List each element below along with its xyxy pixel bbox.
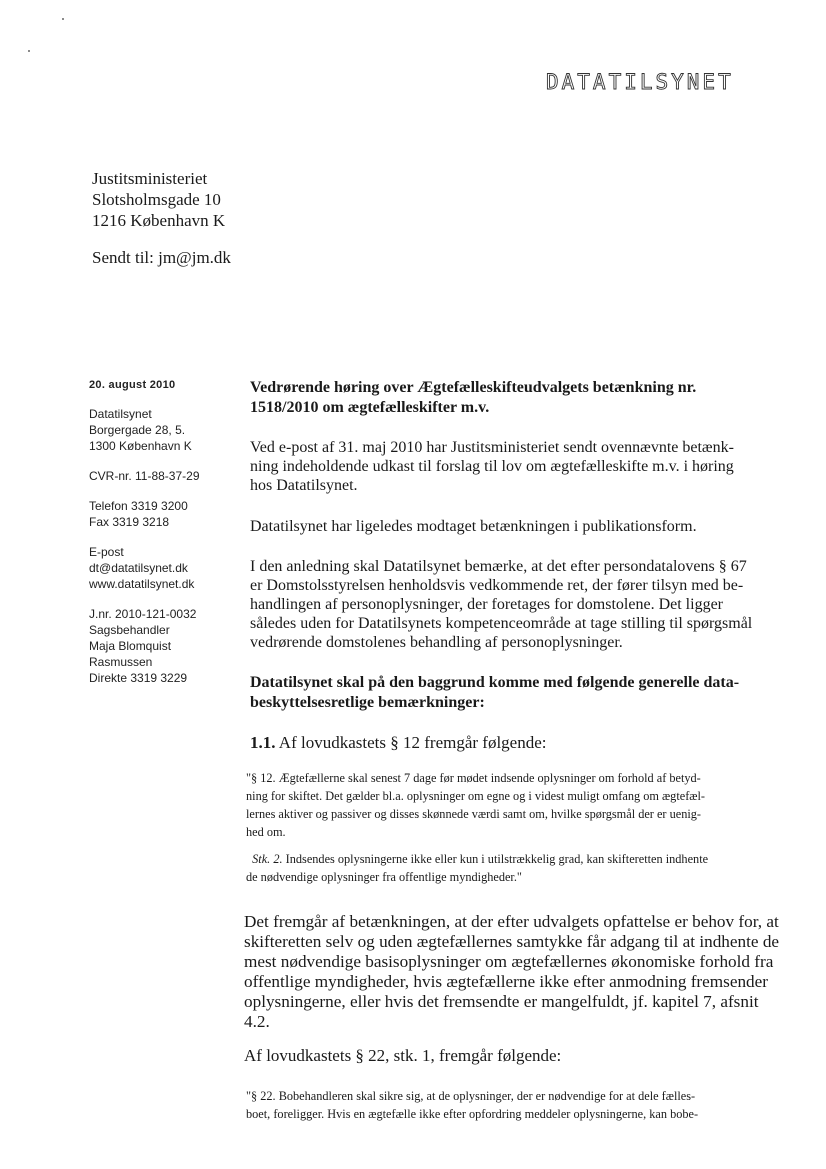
text-line: Datatilsynet skal på den baggrund komme med følgende generelle data-	[250, 674, 740, 691]
text-line: offentlige myndigheder, hvis ægtefællerne ikke efter anmodning fremsender	[244, 972, 769, 991]
text-line: er Domstolsstyrelsen henholdsvis vedkommende ret, der fører tilsyn med be-	[250, 577, 744, 594]
quote-section-12	[246, 769, 781, 841]
paragraph-3	[250, 557, 780, 652]
section-1-1-heading	[250, 733, 780, 752]
letter-subject	[250, 378, 780, 418]
text-line: skifteretten selv og uden ægtefællernes samtykke får adgang til at indhente de	[244, 932, 780, 951]
paragraph-2: Datatilsynet har ligeledes modtaget betænkningen i publikationsform.	[250, 518, 697, 535]
section-title: Af lovudkastets § 12 fremgår følgende:	[275, 733, 547, 752]
datatilsynet-logo: DATATILSYNET	[546, 70, 734, 94]
email-label: E-post	[89, 545, 124, 559]
sent-to-line: Sendt til: jm@jm.dk	[92, 248, 231, 267]
handler-name: Maja Blomquist	[89, 639, 172, 653]
text-line: således uden for Datatilsynets kompetenceområde at tage stilling til spørgsmål	[250, 615, 753, 632]
stk-label: Stk. 2.	[252, 852, 283, 866]
text-line: ning indeholdende udkast til forslag til lov om ægtefælleskifte m.v. i høring	[250, 458, 734, 475]
text-line: 4.2.	[244, 1012, 270, 1031]
quote-line: "§ 12. Ægtefællerne skal senest 7 dage før mødet indsende oplysninger om forhold af betyd-	[246, 771, 701, 785]
sender-line: Borgergade 28, 5.	[89, 423, 186, 437]
phone-number: Telefon 3319 3200	[89, 499, 188, 513]
email-address: dt@datatilsynet.dk	[89, 561, 188, 575]
paragraph-5	[244, 912, 784, 1032]
handler-name: Rasmussen	[89, 655, 153, 669]
fax-number: Fax 3319 3218	[89, 515, 170, 529]
text-line: Det fremgår af betænkningen, at der efter udvalgets opfattelse er behov for, at	[244, 912, 779, 931]
quote-text: Indsendes oplysningerne ikke eller kun i utilstrækkelig grad, kan skifteretten indhente	[282, 852, 709, 866]
text-line: hos Datatilsynet.	[250, 477, 358, 494]
direct-phone: Direkte 3319 3229	[89, 671, 188, 685]
letter-date: 20. august 2010	[89, 379, 176, 391]
recipient-line: Slotsholmsgade 10	[92, 190, 221, 209]
recipient-line: Justitsministeriet	[92, 169, 208, 188]
quote-line: "§ 22. Bobehandleren skal sikre sig, at de oplysninger, der er nødvendige for at dele fælles-	[246, 1089, 696, 1103]
quote-line	[246, 850, 781, 868]
quote-line: boet, foreligger. Hvis en ægtefælle ikke efter opfordring meddeler oplysningerne, kan bobe-	[246, 1107, 699, 1121]
text-line: mest nødvendige basisoplysninger om ægtefællernes økonomiske forhold fra	[244, 952, 774, 971]
sender-line: 1300 København K	[89, 439, 192, 453]
contact-online	[89, 544, 239, 592]
phone-fax	[89, 498, 239, 530]
text-line: I den anledning skal Datatilsynet bemærke, at det efter persondatalovens § 67	[250, 558, 747, 575]
subject-line: 1518/2010 om ægtefælleskifter m.v.	[250, 399, 490, 416]
quote-line: hed om.	[246, 825, 286, 839]
quote-line: de nødvendige oplysninger fra offentlige myndigheder."	[246, 870, 522, 884]
remarks-heading	[250, 673, 780, 713]
scan-speck	[62, 18, 64, 20]
quote-line: ning for skiftet. Det gælder bl.a. oplysninger om egne og i videst muligt omfang om ægtefæl-	[246, 789, 706, 803]
paragraph-1	[250, 438, 780, 495]
website: www.datatilsynet.dk	[89, 577, 195, 591]
sender-address	[89, 406, 239, 454]
quote-stk-2	[246, 850, 781, 886]
recipient-address	[92, 168, 225, 231]
paragraph-6: Af lovudkastets § 22, stk. 1, fremgår følgende:	[244, 1046, 562, 1065]
text-line: handlingen af personoplysninger, der foretages for domstolene. Det ligger	[250, 596, 723, 613]
text-line: oplysningerne, eller hvis det fremsendte er mangelfuldt, jf. kapitel 7, afsnit	[244, 992, 759, 1011]
scan-speck	[28, 50, 30, 52]
journal-number: J.nr. 2010-121-0032	[89, 607, 197, 621]
section-number: 1.1.	[250, 733, 276, 752]
text-line: vedrørende domstolenes behandling af personoplysninger.	[250, 634, 623, 651]
handler-label: Sagsbehandler	[89, 623, 170, 637]
recipient-line: 1216 København K	[92, 211, 226, 230]
text-line: Ved e-post af 31. maj 2010 har Justitsministeriet sendt ovennævnte betænk-	[250, 439, 734, 456]
text-line: beskyttelsesretlige bemærkninger:	[250, 694, 485, 711]
cvr-number: CVR-nr. 11-88-37-29	[89, 469, 200, 483]
quote-section-22	[246, 1087, 781, 1123]
subject-line: Vedrørende høring over Ægtefælleskifteudvalgets betænkning nr.	[250, 379, 697, 396]
sender-line: Datatilsynet	[89, 407, 152, 421]
case-info	[89, 606, 239, 686]
sender-sidebar	[89, 377, 239, 700]
quote-line: lernes aktiver og passiver og disses skønnede værdi samt om, hvilke spørgsmål der er uenig-	[246, 807, 702, 821]
